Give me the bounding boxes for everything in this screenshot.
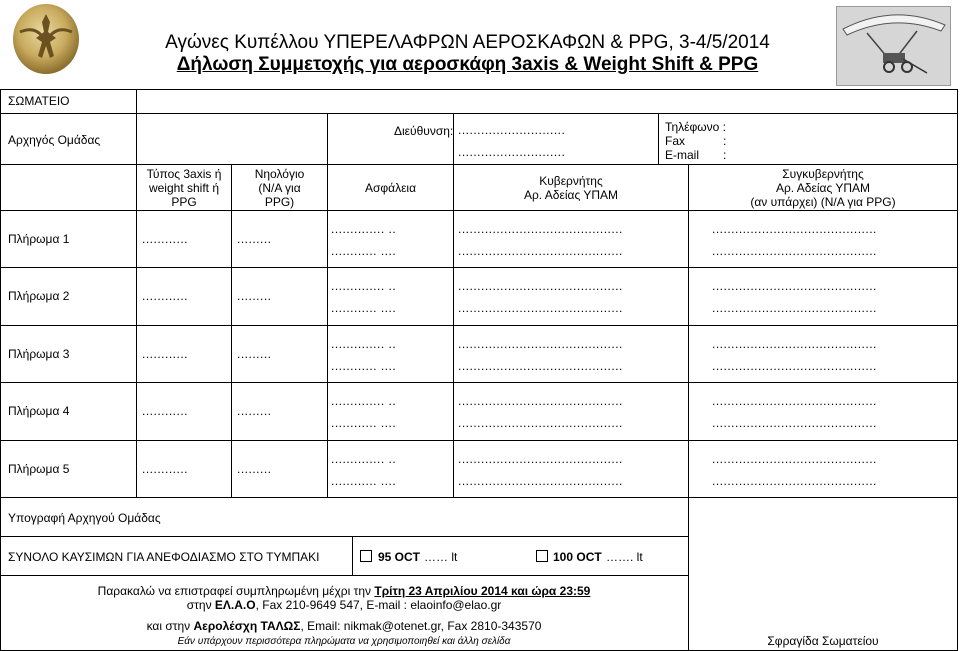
crew-insurance-field-2[interactable]: ............ .... — [331, 475, 397, 487]
fax-colon: : — [723, 134, 727, 148]
crew-label: Πλήρωμα 2 — [8, 289, 70, 303]
footer-line3-prefix: και στην — [146, 619, 194, 633]
crew-copilot-field-2[interactable]: ........................................... — [712, 302, 877, 314]
col-registry-line2: (N/A για — [258, 181, 301, 195]
crew-copilot-field-1[interactable]: ........................................... — [712, 280, 877, 292]
email-colon: : — [723, 148, 727, 162]
crew-pilot-field-1[interactable]: ........................................... — [458, 223, 623, 235]
footer-deadline: Τρίτη 23 Απριλίου 2014 και ώρα 23:59 — [374, 584, 591, 598]
aircraft-icon — [837, 7, 950, 85]
crew-copilot-field-1[interactable]: ........................................... — [712, 453, 877, 465]
crew-insurance-field-2[interactable]: ............ .... — [331, 360, 397, 372]
col-registry-line1: Νηολόγιο — [254, 167, 305, 181]
crew-insurance-field-1[interactable]: .............. .. — [331, 395, 397, 407]
crew-type-field[interactable]: ............ — [142, 405, 189, 417]
crew-registry-field[interactable]: ......... — [237, 405, 272, 417]
seal-field[interactable] — [689, 498, 957, 632]
crew-copilot-field-1[interactable]: ........................................... — [712, 223, 877, 235]
crew-pilot-field-1[interactable]: ........................................... — [458, 395, 623, 407]
crew-type-field[interactable]: ............ — [142, 348, 189, 360]
crew-pilot-field-1[interactable]: ........................................... — [458, 280, 623, 292]
crew-copilot-field-2[interactable]: ........................................... — [712, 245, 877, 257]
crew-insurance-field-2[interactable]: ............ .... — [331, 417, 397, 429]
crew-type-field[interactable]: ............ — [142, 463, 189, 475]
address-dots-2[interactable]: ............................ — [458, 146, 566, 158]
crew-pilot-field-2[interactable]: ........................................... — [458, 360, 623, 372]
fax-label: Fax — [665, 134, 686, 148]
club-name-field[interactable] — [137, 90, 957, 113]
crew-insurance-field-1[interactable]: .............. .. — [331, 338, 397, 350]
crew-registry-field[interactable]: ......... — [237, 290, 272, 302]
phone-label: Τηλέφωνο : — [665, 120, 726, 134]
crew-pilot-field-1[interactable]: ........................................... — [458, 338, 623, 350]
crew-pilot-field-2[interactable]: ........................................... — [458, 475, 623, 487]
col-copilot-line3: (αν υπάρχει) (N/A για PPG) — [750, 195, 896, 209]
footer-line2-prefix: στην — [186, 598, 215, 612]
crew-registry-field[interactable]: ......... — [237, 348, 272, 360]
col-type-line1: Τύπος 3axis ή — [146, 167, 222, 181]
crew-label: Πλήρωμα 3 — [8, 347, 70, 361]
footer-line3 — [0, 619, 688, 633]
col-copilot-line2: Αρ. Αδείας ΥΠΑΜ — [775, 181, 871, 195]
email-label: E-mail — [665, 148, 700, 162]
address-label: Διεύθυνση: — [394, 124, 454, 138]
footer-line2-org: ΕΛ.Α.Ο — [214, 598, 256, 612]
address-dots-1[interactable]: ............................ — [458, 124, 566, 136]
crew-label: Πλήρωμα 4 — [8, 404, 70, 418]
crew-copilot-field-2[interactable]: ........................................... — [712, 360, 877, 372]
col-pilot-line2: Αρ. Αδείας ΥΠΑΜ — [523, 188, 619, 202]
fuel-95-liters[interactable]: …… lt — [424, 550, 458, 564]
fuel-95-label: 95 OCT — [378, 550, 421, 564]
leader-extra-field[interactable] — [328, 114, 453, 164]
crew-insurance-field-1[interactable]: .............. .. — [331, 223, 397, 235]
crew-registry-field[interactable]: ......... — [237, 463, 272, 475]
footer-line1 — [0, 584, 688, 598]
crew-type-field[interactable]: ............ — [142, 290, 189, 302]
crew-pilot-field-2[interactable]: ........................................... — [458, 302, 623, 314]
coin-logo — [10, 2, 82, 76]
crew-type-field[interactable]: ............ — [142, 233, 189, 245]
fuel-100-label: 100 OCT — [553, 550, 602, 564]
col-pilot-line1: Κυβερνήτης — [539, 174, 603, 188]
crew-copilot-field-2[interactable]: ........................................... — [712, 417, 877, 429]
leader-label: Αρχηγός Ομάδας — [8, 133, 101, 147]
col-registry-line3: PPG) — [264, 195, 295, 209]
crew-label: Πλήρωμα 1 — [8, 232, 70, 246]
footer-line1-prefix: Παρακαλώ να επιστραφεί συμπληρωμένη μέχρι την — [97, 584, 375, 598]
crew-copilot-field-1[interactable]: ........................................... — [712, 338, 877, 350]
col-type-line2: weight shift ή — [148, 181, 220, 195]
crew-insurance-field-2[interactable]: ............ .... — [331, 302, 397, 314]
signature-field[interactable] — [200, 498, 688, 536]
coin-logo-icon — [10, 2, 82, 76]
fuel-95-checkbox[interactable] — [360, 550, 372, 562]
fuel-100-liters[interactable]: ……. lt — [606, 550, 643, 564]
crew-copilot-field-1[interactable]: ........................................... — [712, 395, 877, 407]
page-subtitle: Δήλωση Συμμετοχής για αεροσκάφη 3axis & Weight Shift & PPG — [176, 54, 759, 75]
crew-pilot-field-1[interactable]: ........................................... — [458, 453, 623, 465]
crew-registry-field[interactable]: ......... — [237, 233, 272, 245]
footer-line2 — [0, 598, 688, 612]
footer-line2-rest: , Fax 210-9649 547, E-mail : elaoinfo@elao.gr — [255, 598, 502, 612]
crew-label: Πλήρωμα 5 — [8, 462, 70, 476]
crew-pilot-field-2[interactable]: ........................................... — [458, 245, 623, 257]
footer-line3-org: Αερολέσχη ΤΑΛΩΣ — [193, 619, 301, 633]
crew-copilot-field-2[interactable]: ........................................... — [712, 475, 877, 487]
footer-note: Εάν υπάρχουν περισσότερα πληρώματα να χρησιμοποιηθεί και άλλη σελίδα — [177, 636, 511, 647]
fuel-100-checkbox[interactable] — [536, 550, 548, 562]
seal-label: Σφραγίδα Σωματείου — [767, 634, 879, 648]
club-label: ΣΩΜΑΤΕΙΟ — [8, 94, 70, 108]
col-insurance: Ασφάλεια — [364, 181, 417, 195]
col-type-line3: PPG — [171, 195, 197, 209]
footer-line3-rest: , Email: nikmak@otenet.gr, Fax 2810-343570 — [300, 619, 542, 633]
crew-insurance-field-1[interactable]: .............. .. — [331, 280, 397, 292]
crew-insurance-field-2[interactable]: ............ .... — [331, 245, 397, 257]
page-title: Αγώνες Κυπέλλου ΥΠΕΡΕΛΑΦΡΩΝ ΑΕΡΟΣΚΑΦΩΝ & PPG, 3-4/5/2014 — [165, 32, 770, 53]
fuel-label: ΣΥΝΟΛΟ ΚΑΥΣΙΜΩΝ ΓΙΑ ΑΝΕΦΟΔΙΑΣΜΟ ΣΤΟ ΤΥΜΠΑΚΙ — [8, 550, 320, 564]
crew-pilot-field-2[interactable]: ........................................... — [458, 417, 623, 429]
leader-name-field[interactable] — [137, 114, 327, 164]
aircraft-photo — [836, 6, 951, 86]
signature-label: Υπογραφή Αρχηγού Ομάδας — [8, 511, 161, 525]
col-copilot-line1: Συγκυβερνήτης — [782, 167, 864, 181]
crew-insurance-field-1[interactable]: .............. .. — [331, 453, 397, 465]
